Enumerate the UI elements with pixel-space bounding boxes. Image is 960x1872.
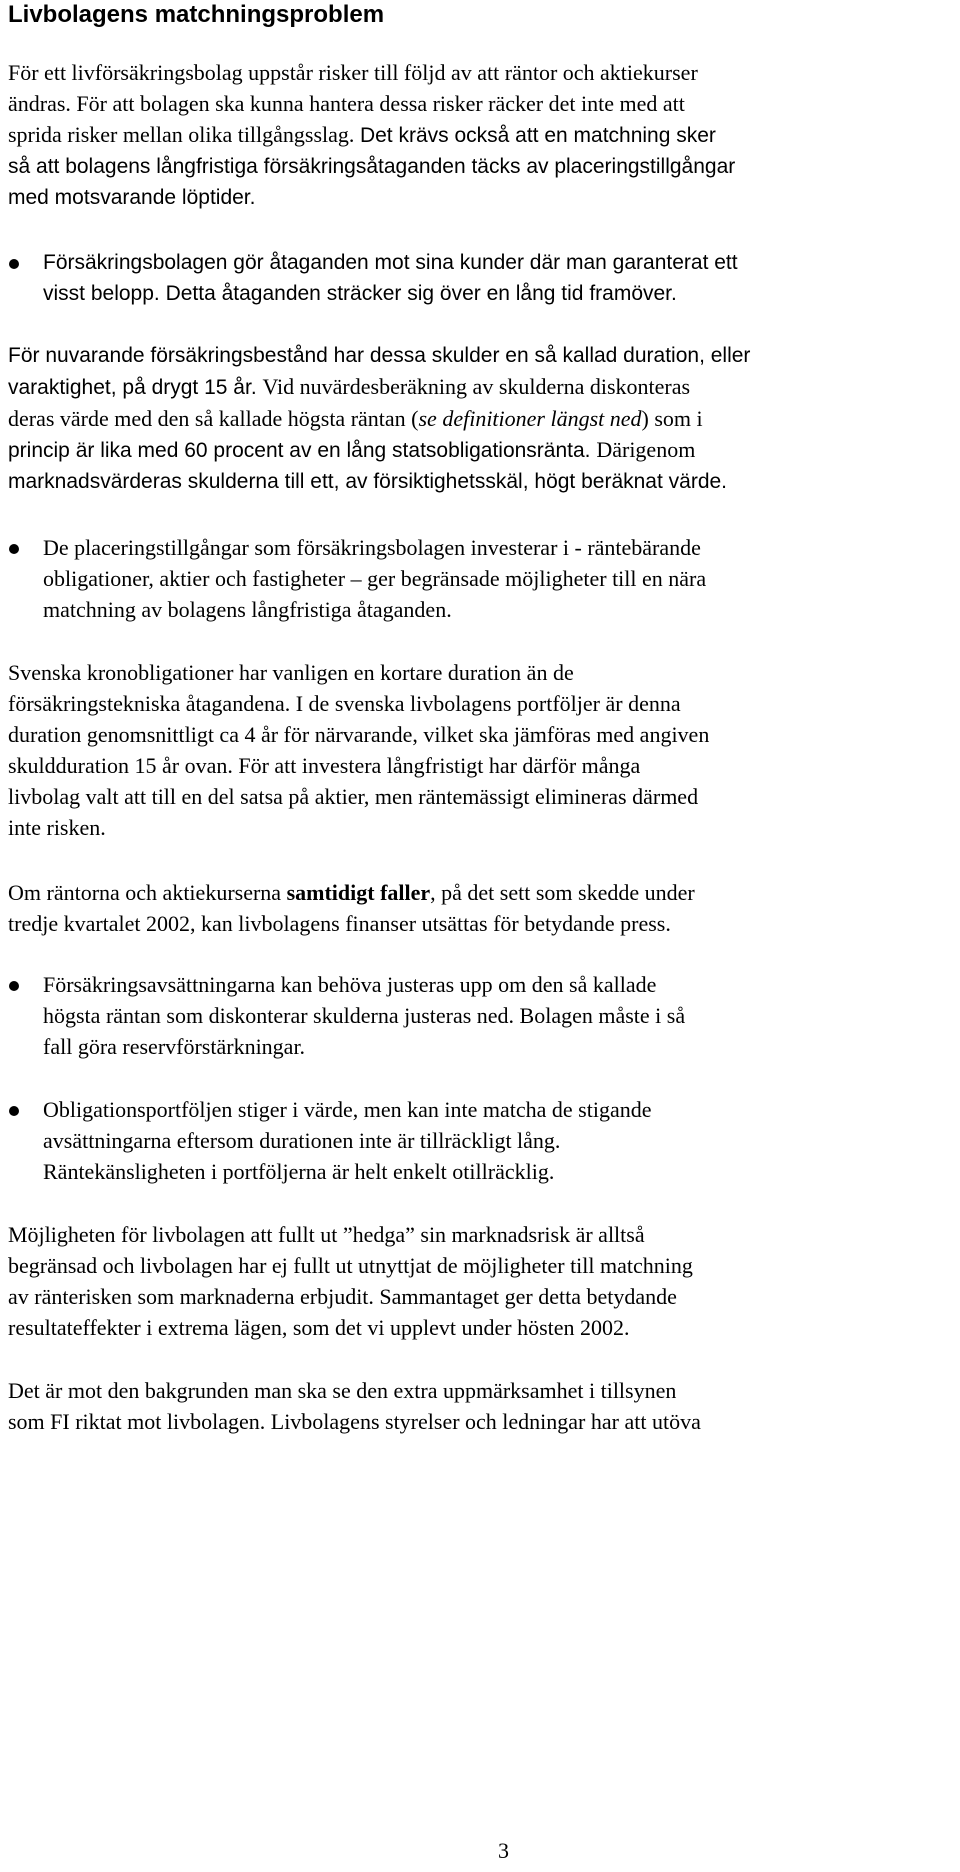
bullet-text [43, 532, 953, 625]
text-line [8, 434, 953, 466]
text-line: Obligationsportföljen stiger i värde, men kan inte matcha de stigande [43, 1097, 652, 1122]
text-line [8, 877, 953, 908]
text-line: med motsvarande löptider. [8, 186, 256, 209]
text-line: livbolag valt att till en del satsa på aktier, men räntemässigt elimineras därmed [8, 784, 699, 809]
text-segment: varaktighet, på drygt 15 år. [8, 376, 263, 399]
text-line [8, 403, 953, 434]
text-line: marknadsvärderas skulderna till ett, av försiktighetsskäl, högt beräknat värde. [8, 470, 728, 493]
text-segment: Därigenom [596, 437, 696, 462]
text-line: inte risken. [8, 815, 106, 840]
text-line [8, 371, 953, 403]
text-line: resultateffekter i extrema lägen, som det vi upplevt under hösten 2002. [8, 1315, 630, 1340]
paragraph-tillsyn [8, 1375, 953, 1437]
text-line: avsättningarna eftersom durationen inte är tillräckligt lång. [43, 1128, 561, 1153]
paragraph-duration [8, 340, 953, 497]
text-line: De placeringstillgångar som försäkringsbolagen investerar i - räntebärande [43, 535, 701, 560]
bullet-icon [9, 981, 19, 991]
bullet-icon [9, 544, 19, 554]
text-line: Möjligheten för livbolagen att fullt ut ”hedga” sin marknadsrisk är alltså [8, 1222, 645, 1247]
text-line: skuldduration 15 år ovan. För att investera långfristigt har därför många [8, 753, 641, 778]
text-line: begränsad och livbolagen har ej fullt ut utnyttjat de möjligheter till matchning [8, 1253, 693, 1278]
page-title: Livbolagens matchningsproblem [8, 1, 385, 28]
bullet-icon [9, 259, 19, 269]
text-segment: Vid nuvärdesberäkning av skulderna diskonteras [262, 374, 691, 399]
text-segment: deras värde med den så kallade högsta räntan ( [8, 406, 419, 431]
paragraph-hedga [8, 1219, 953, 1343]
text-line: högsta räntan som diskonterar skulderna justeras ned. Bolagen måste i så [43, 1003, 686, 1028]
text-line: försäkringstekniska åtagandena. I de svenska livbolagens portföljer är denna [8, 691, 681, 716]
bullet-text [43, 1094, 953, 1187]
paragraph-kronobligationer [8, 657, 953, 843]
text-segment: princip är lika med 60 procent av en lång statsobligationsränta. [8, 439, 597, 462]
bullet-icon [9, 1106, 19, 1116]
paragraph-rantor-aktier [8, 877, 953, 939]
italic-reference: se definitioner längst ned [418, 406, 642, 431]
text-line: Svenska kronobligationer har vanligen en kortare duration än de [8, 660, 574, 685]
text-line: matchning av bolagens långfristiga åtaganden. [43, 597, 452, 622]
bullet-text [43, 969, 953, 1062]
text-line: Försäkringsavsättningarna kan behöva justeras upp om den så kallade [43, 972, 657, 997]
text-line: ändras. För att bolagen ska kunna hantera dessa risker räcker det inte med att [8, 91, 685, 116]
page-number: 3 [498, 1838, 509, 1863]
text-line: som FI riktat mot livbolagen. Livbolagens styrelser och ledningar har att utöva [8, 1409, 701, 1434]
text-line: av ränterisken som marknaderna erbjudit. Sammantaget ger detta betydande [8, 1284, 677, 1309]
text-segment: sprida risker mellan olika tillgångsslag. [8, 122, 360, 147]
text-line: För nuvarande försäkringsbestånd har dessa skulder en så kallad duration, eller [8, 344, 751, 367]
text-line: Räntekänsligheten i portföljerna är helt enkelt otillräcklig. [43, 1159, 555, 1184]
text-line: tredje kvartalet 2002, kan livbolagens finanser utsättas för betydande press. [8, 911, 671, 936]
text-line: duration genomsnittligt ca 4 år för närvarande, vilket ska jämföras med angiven [8, 722, 710, 747]
text-line [8, 119, 953, 151]
paragraph-intro [8, 57, 953, 213]
text-line: För ett livförsäkringsbolag uppstår risker till följd av att räntor och aktiekurser [8, 60, 698, 85]
text-segment: Det krävs också att en matchning sker [359, 124, 716, 147]
text-line: Det är mot den bakgrunden man ska se den extra uppmärksamhet i tillsynen [8, 1378, 677, 1403]
text-line: fall göra reservförstärkningar. [43, 1034, 306, 1059]
text-segment: , på det sett som skedde under [430, 880, 695, 905]
text-line: obligationer, aktier och fastigheter – ger begränsade möjligheter till en nära [43, 566, 707, 591]
text-segment: Om räntorna och aktiekurserna [8, 880, 287, 905]
bullet-text [43, 247, 953, 309]
text-line: visst belopp. Detta åtaganden sträcker sig över en lång tid framöver. [43, 282, 677, 305]
text-line: så att bolagens långfristiga försäkringsåtaganden täcks av placeringstillgångar [8, 155, 736, 178]
bold-emphasis: samtidigt faller [286, 880, 431, 905]
text-line: Försäkringsbolagen gör åtaganden mot sina kunder där man garanterat ett [43, 251, 738, 274]
text-segment: ) som i [641, 406, 703, 431]
